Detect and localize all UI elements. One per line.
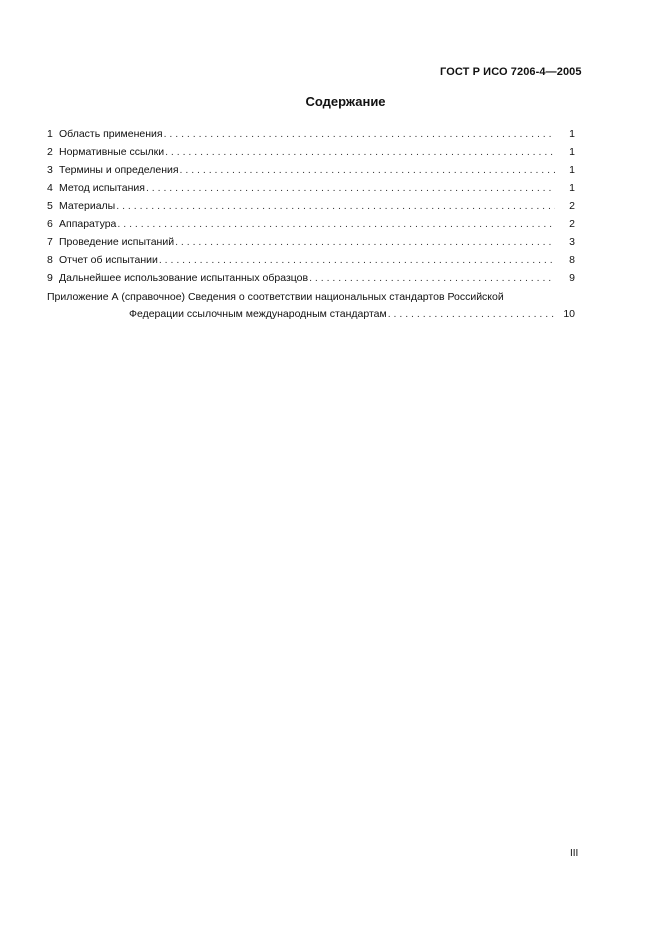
toc-annex-heading[interactable]: Приложение А (справочное) Сведения о соответствии национальных стандартов Российской <box>47 291 504 303</box>
document-code: ГОСТ Р ИСО 7206-4—2005 <box>440 66 582 78</box>
toc-dot-leader <box>117 218 555 231</box>
toc-item-page: 9 <box>569 272 575 284</box>
toc-dot-leader <box>175 236 555 249</box>
toc-item-number: 5 <box>47 200 53 212</box>
toc-item-page: 1 <box>569 182 575 194</box>
toc-annex-item[interactable] <box>47 303 575 321</box>
toc-item-label: Аппаратура <box>59 218 117 230</box>
toc-item[interactable] <box>47 123 575 141</box>
toc-dot-leader <box>164 128 555 141</box>
toc-item-number: 2 <box>47 146 53 158</box>
toc-item-label: Нормативные ссылки <box>59 146 165 158</box>
toc-title: Содержание <box>305 94 386 109</box>
toc-item-number: 7 <box>47 236 53 248</box>
toc-item[interactable] <box>47 159 575 177</box>
toc-item[interactable] <box>47 213 575 231</box>
toc-dot-leader <box>309 272 555 285</box>
toc-item-number: 3 <box>47 164 53 176</box>
toc-item-number: 1 <box>47 128 53 140</box>
toc-dot-leader <box>165 146 555 159</box>
toc-item-label: Метод испытания <box>59 182 145 194</box>
toc-item[interactable] <box>47 231 575 249</box>
toc-item-label: Материалы <box>59 200 116 212</box>
toc-item[interactable] <box>47 177 575 195</box>
toc-item[interactable] <box>47 141 575 159</box>
toc-dot-leader <box>388 308 555 321</box>
toc-item[interactable] <box>47 267 575 285</box>
table-of-contents <box>47 123 575 321</box>
toc-item-label: Отчет об испытании <box>59 254 158 266</box>
toc-dot-leader <box>116 200 555 213</box>
toc-item-label: Термины и определения <box>59 164 179 176</box>
toc-item-label: Дальнейшее использование испытанных образцов <box>59 272 309 284</box>
toc-item-label: Проведение испытаний <box>59 236 175 248</box>
toc-dot-leader <box>180 164 555 177</box>
toc-item[interactable] <box>47 195 575 213</box>
toc-annex-page: 10 <box>563 308 575 320</box>
toc-item-label: Область применения <box>59 128 163 140</box>
page-number: III <box>570 848 579 859</box>
toc-item-page: 3 <box>569 236 575 248</box>
toc-dot-leader <box>146 182 555 195</box>
toc-annex-label: Федерации ссылочным международным стандартам <box>129 308 387 320</box>
toc-item-number: 8 <box>47 254 53 266</box>
toc-item-page: 1 <box>569 164 575 176</box>
toc-item-number: 9 <box>47 272 53 284</box>
toc-item[interactable] <box>47 249 575 267</box>
toc-item-number: 4 <box>47 182 53 194</box>
toc-item-page: 1 <box>569 128 575 140</box>
toc-item-page: 2 <box>569 200 575 212</box>
toc-item-page: 1 <box>569 146 575 158</box>
toc-item-page: 2 <box>569 218 575 230</box>
toc-dot-leader <box>159 254 555 267</box>
toc-item-number: 6 <box>47 218 53 230</box>
toc-item-page: 8 <box>569 254 575 266</box>
